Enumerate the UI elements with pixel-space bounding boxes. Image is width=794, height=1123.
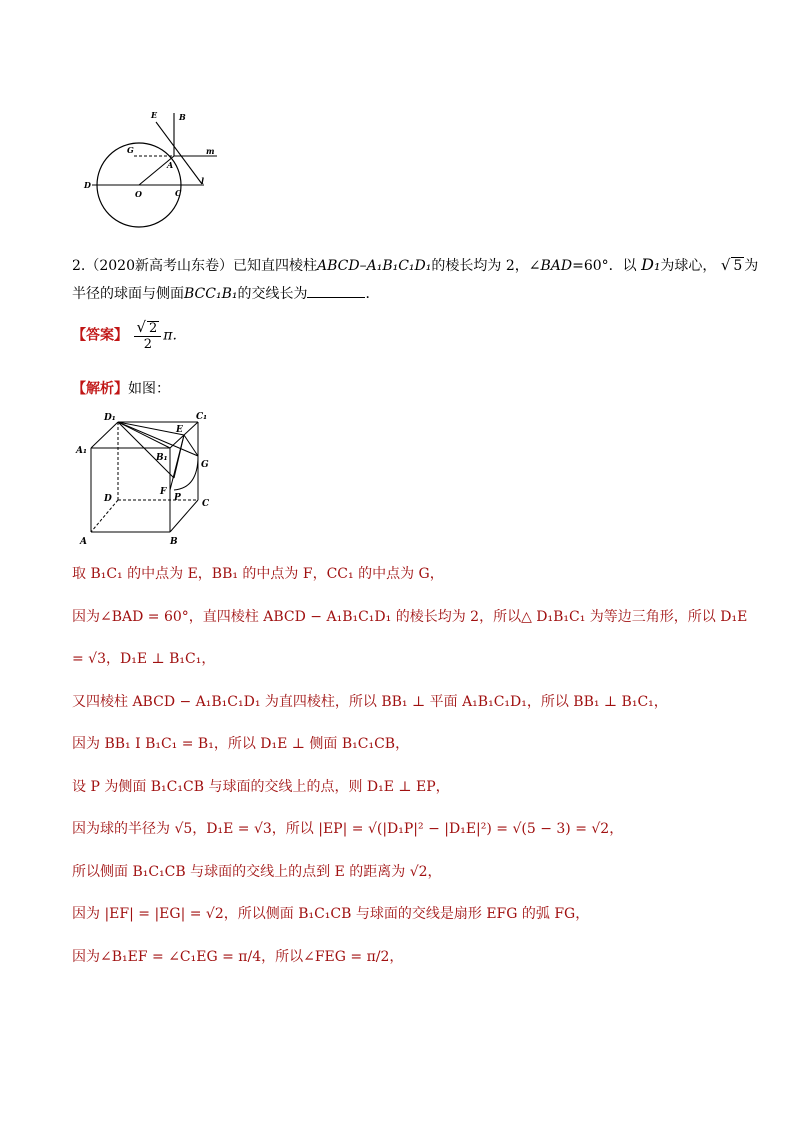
step-9: 因为 |EF| = |EG| = √2，所以侧面 B₁C₁CB 与球面的交线是扇形 EFG 的弧 FG， xyxy=(72,906,590,922)
answer-line xyxy=(72,320,177,351)
problem-line-1 xyxy=(72,255,758,275)
line-el xyxy=(156,122,205,186)
analysis-text: 如图： xyxy=(128,381,170,397)
label-B2: B xyxy=(170,537,178,547)
label-l: l xyxy=(201,176,205,186)
problem-number: 2. xyxy=(72,258,86,274)
step-5: 因为 BB₁ I B₁C₁ = B₁，所以 D₁E ⊥ 侧面 B₁C₁CB， xyxy=(72,736,410,752)
step-6: 设 P 为侧面 B₁C₁CB 与球面的交线上的点，则 D₁E ⊥ EP， xyxy=(72,779,450,795)
label-A2: A xyxy=(80,537,87,547)
label-O: O xyxy=(135,189,142,199)
label-C: C xyxy=(175,188,182,198)
step-8: 所以侧面 B₁C₁CB 与球面的交线上的点到 E 的距离为 √2， xyxy=(72,864,442,880)
step-2: 因为∠BAD = 60°，直四棱柱 ABCD − A₁B₁C₁D₁ 的棱长均为 2，所以△ D₁B₁C₁ 为等边三角形，所以 D₁E xyxy=(72,609,748,625)
answer-fraction xyxy=(134,320,161,351)
answer-blank xyxy=(307,285,365,298)
label-m: m xyxy=(206,146,215,156)
step-10: 因为∠B₁EF = ∠C₁EG = π/4，所以∠FEG = π/2， xyxy=(72,949,404,965)
problem-line2-a: 半径的球面与侧面 xyxy=(72,286,184,302)
label-G: G xyxy=(127,145,134,155)
sphere-center: D₁ xyxy=(641,255,661,274)
face-name: BCC₁B₁ xyxy=(184,286,238,302)
sqrt-icon: √ xyxy=(136,318,147,336)
problem-line-2 xyxy=(72,283,379,303)
answer-label: 【答案】 xyxy=(72,327,128,344)
analysis-line xyxy=(72,378,170,398)
label-F: F xyxy=(160,487,167,497)
sqrt-icon: √ xyxy=(720,256,731,274)
problem-text-e: 为 xyxy=(744,258,759,274)
radius-value: 5 xyxy=(733,258,743,274)
label-P: P xyxy=(174,493,181,503)
problem-text-a: 已知直四棱柱 xyxy=(233,258,317,274)
step-4: 又四棱柱 ABCD − A₁B₁C₁D₁ 为直四棱柱，所以 BB₁ ⊥ 平面 A₁B₁C₁D₁，所以 BB₁ ⊥ B₁C₁， xyxy=(72,694,668,710)
circle-diagram xyxy=(80,105,230,235)
analysis-label: 【解析】 xyxy=(72,381,128,397)
answer-numerator: 2 xyxy=(149,321,158,336)
label-D2: D xyxy=(104,494,112,504)
problem-text-b: 的棱长均为 2，∠ xyxy=(431,258,541,274)
prism-name: ABCD–A₁B₁C₁D₁ xyxy=(317,258,432,274)
problem-source: （2020新高考山东卷） xyxy=(85,258,233,274)
label-G2: G xyxy=(201,460,209,470)
label-E2: E xyxy=(176,425,183,435)
answer-tail: π. xyxy=(163,327,177,344)
problem-text-c: =60°．以 xyxy=(572,258,637,274)
problem-line2-end: ． xyxy=(365,286,380,302)
label-B1: B₁ xyxy=(156,453,168,463)
label-E: E xyxy=(151,110,158,120)
step-7: 因为球的半径为 √5，D₁E = √3，所以 |EP| = √(|D₁P|² − |D₁E|²) = √(5 − 3) = √2， xyxy=(72,821,624,837)
label-D: D xyxy=(84,180,91,190)
label-B: B xyxy=(179,112,186,122)
answer-denominator: 2 xyxy=(143,337,153,352)
label-D1: D₁ xyxy=(104,413,116,423)
label-C2: C xyxy=(202,499,210,509)
step-3: = √3，D₁E ⊥ B₁C₁， xyxy=(72,651,216,667)
prism-diagram xyxy=(74,408,224,548)
problem-line2-b: 的交线长为 xyxy=(237,286,308,302)
step-1: 取 B₁C₁ 的中点为 E，BB₁ 的中点为 F，CC₁ 的中点为 G， xyxy=(72,566,444,582)
label-A1: A₁ xyxy=(76,446,87,456)
label-C1: C₁ xyxy=(196,412,208,422)
label-A: A xyxy=(167,160,174,170)
problem-text-d: 为球心， xyxy=(660,258,717,274)
angle-name: BAD xyxy=(540,258,573,274)
